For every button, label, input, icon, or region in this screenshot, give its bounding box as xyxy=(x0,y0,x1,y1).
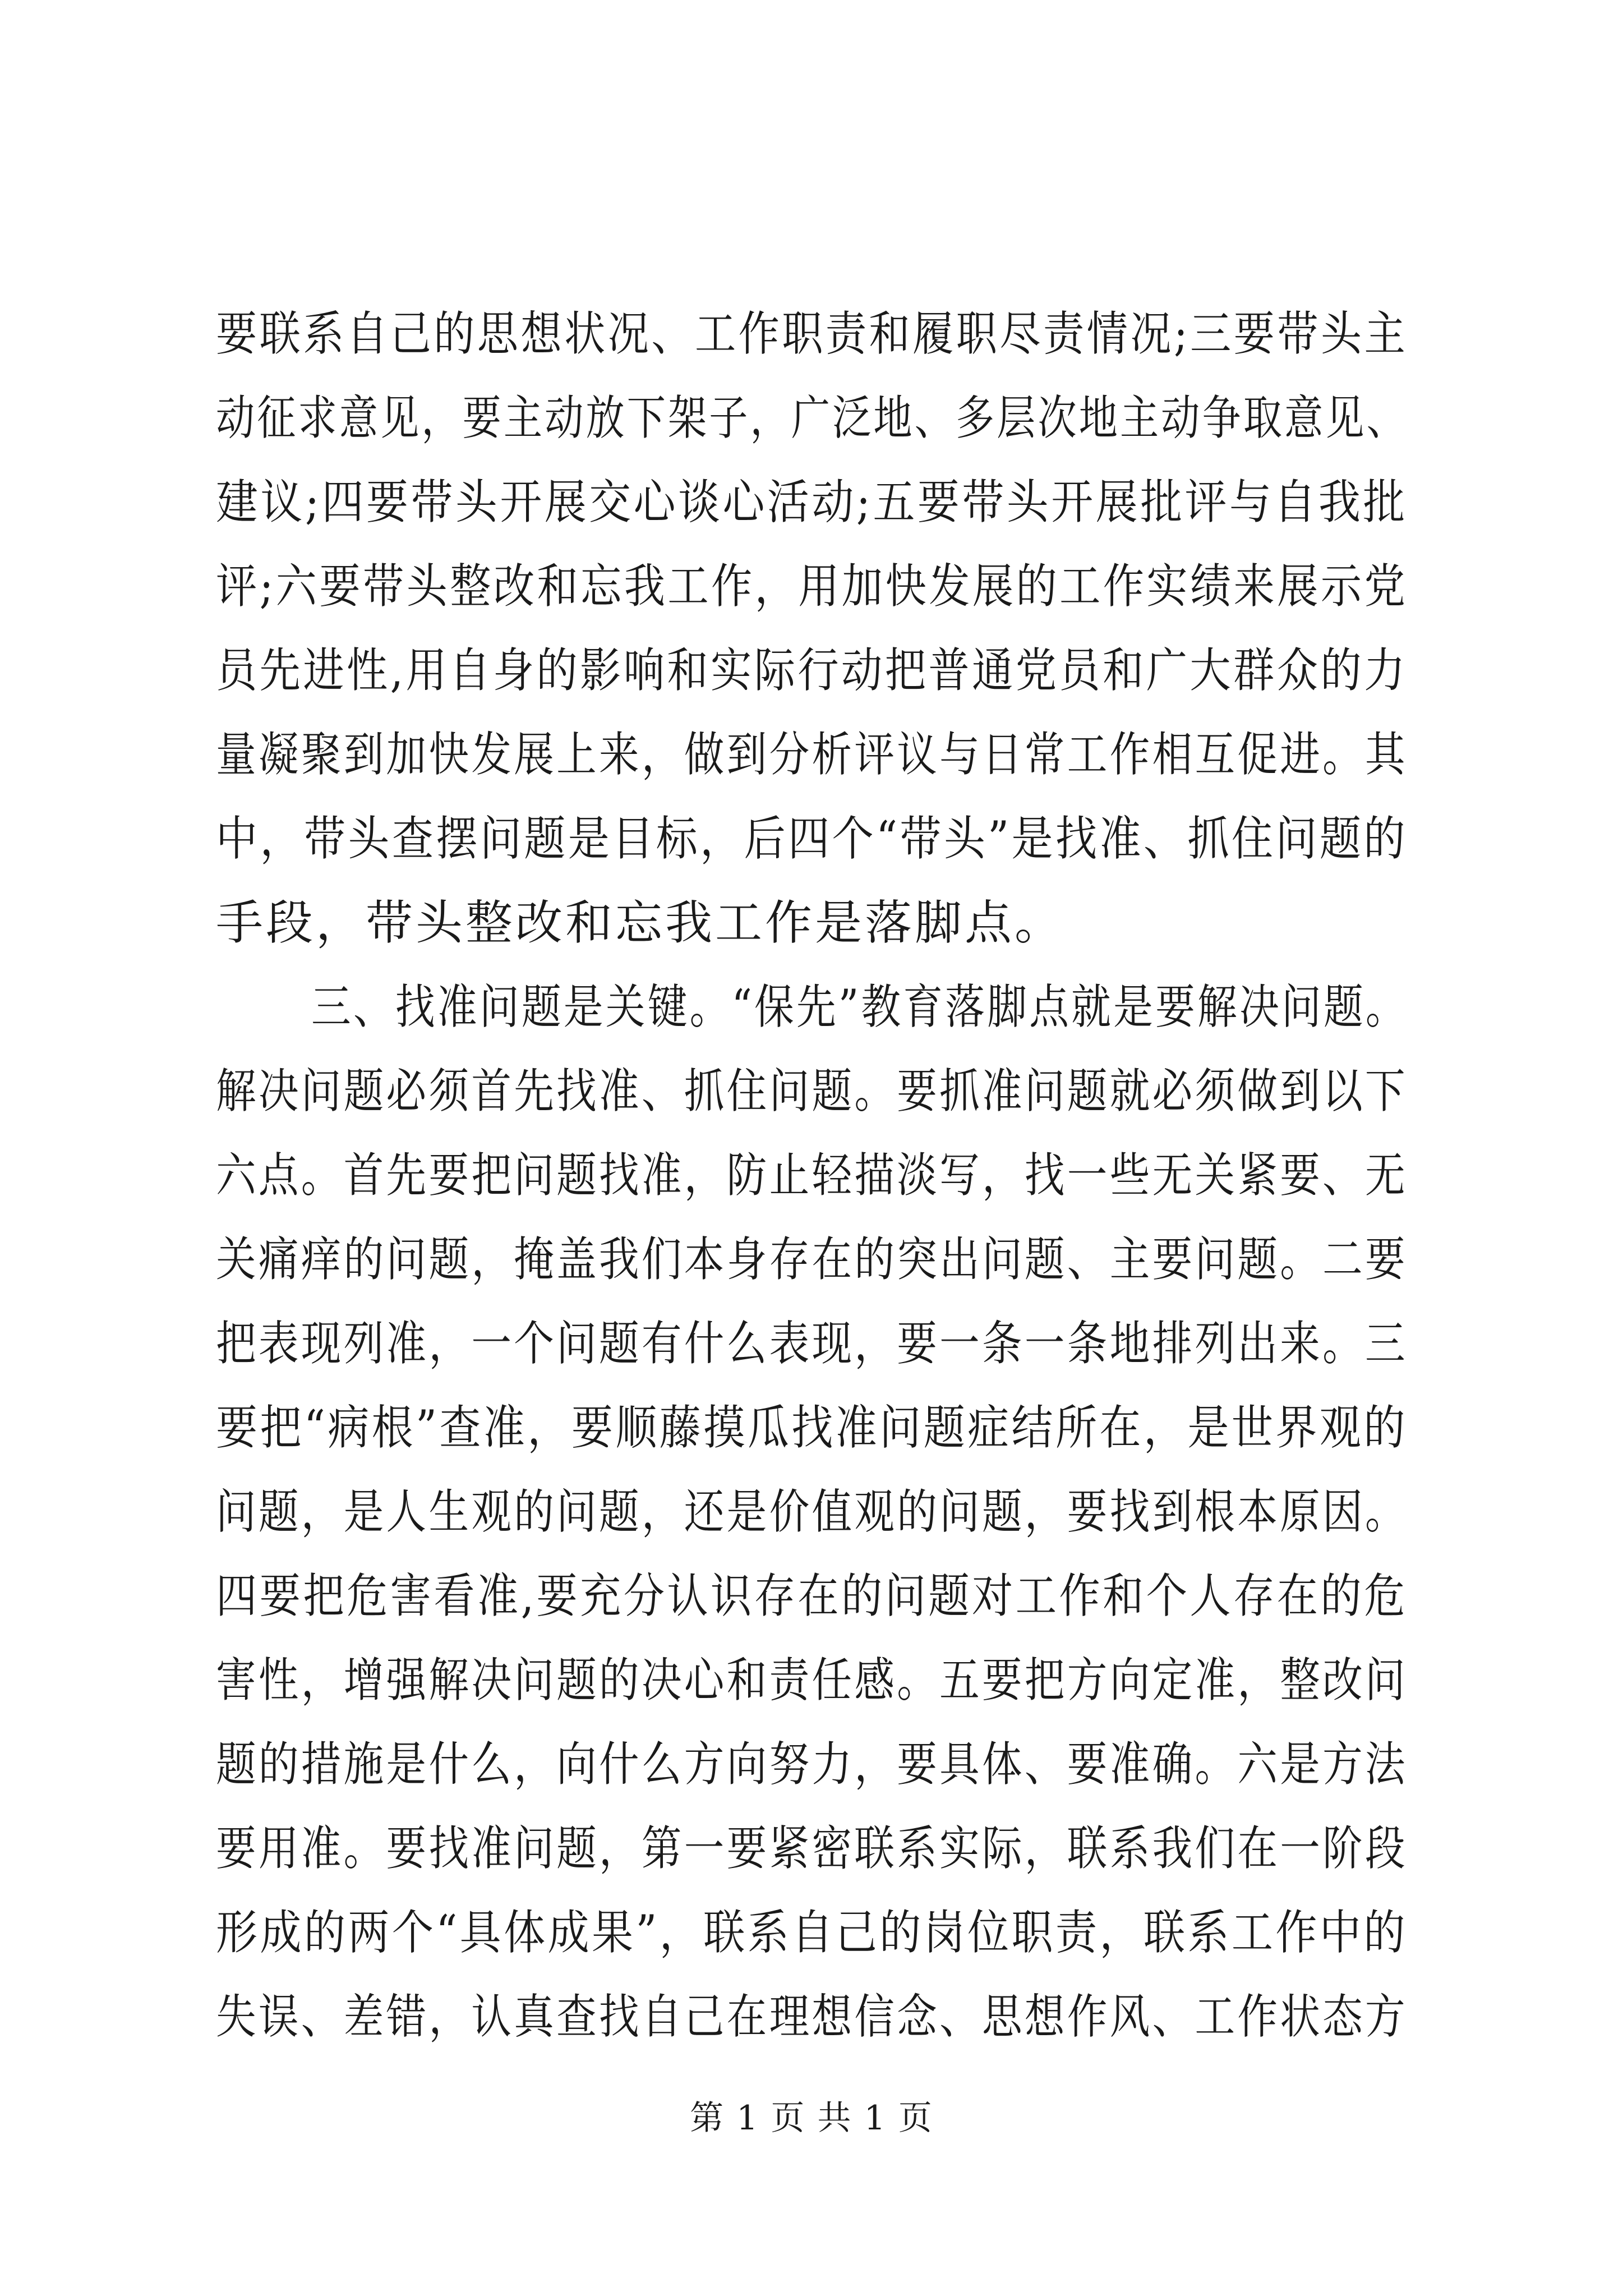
text-line: 要把“病根”查准，要顺藤摸瓜找准问题症结所在，是世界观的 xyxy=(216,1400,1408,1455)
text-line: 建议;四要带头开展交心谈心活动;五要带头开展批评与自我批 xyxy=(216,475,1408,530)
text-line: 害性，增强解决问题的决心和责任感。五要把方向定准，整改问 xyxy=(216,1653,1408,1708)
text-line: 量凝聚到加快发展上来，做到分析评议与日常工作相互促进。其 xyxy=(216,727,1408,782)
text-line: 要联系自己的思想状况、工作职责和履职尽责情况;三要带头主 xyxy=(216,306,1408,361)
text-line: 形成的两个“具体成果”，联系自己的岗位职责，联系工作中的 xyxy=(216,1905,1408,1960)
text-line: 失误、差错，认真查找自己在理想信念、思想作风、工作状态方 xyxy=(216,1989,1408,2044)
text-line: 关痛痒的问题，掩盖我们本身存在的突出问题、主要问题。二要 xyxy=(216,1232,1408,1287)
text-line: 六点。首先要把问题找准，防止轻描淡写，找一些无关紧要、无 xyxy=(216,1148,1408,1203)
text-line: 问题，是人生观的问题，还是价值观的问题，要找到根本原因。 xyxy=(216,1484,1408,1539)
text-line: 动征求意见，要主动放下架子，广泛地、多层次地主动争取意见、 xyxy=(216,390,1408,445)
text-line: 员先进性,用自身的影响和实际行动把普通党员和广大群众的力 xyxy=(216,643,1408,698)
text-line: 四要把危害看准,要充分认识存在的问题对工作和个人存在的危 xyxy=(216,1568,1408,1623)
text-line: 中，带头查摆问题是目标，后四个“带头”是找准、抓住问题的 xyxy=(216,811,1408,866)
text-line: 题的措施是什么，向什么方向努力，要具体、要准确。六是方法 xyxy=(216,1737,1408,1792)
text-line: 解决问题必须首先找准、抓住问题。要抓准问题就必须做到以下 xyxy=(216,1064,1408,1119)
page-footer: 第 1 页 共 1 页 xyxy=(690,2099,933,2138)
text-line: 三、找准问题是关键。“保先”教育落脚点就是要解决问题。 xyxy=(311,979,1408,1034)
text-line: 把表现列准，一个问题有什么表现，要一条一条地排列出来。三 xyxy=(216,1316,1408,1371)
text-line: 手段，带头整改和忘我工作是落脚点。 xyxy=(216,895,1065,950)
text-line: 要用准。要找准问题，第一要紧密联系实际，联系我们在一阶段 xyxy=(216,1821,1408,1876)
text-line: 评;六要带头整改和忘我工作，用加快发展的工作实绩来展示党 xyxy=(216,559,1408,614)
